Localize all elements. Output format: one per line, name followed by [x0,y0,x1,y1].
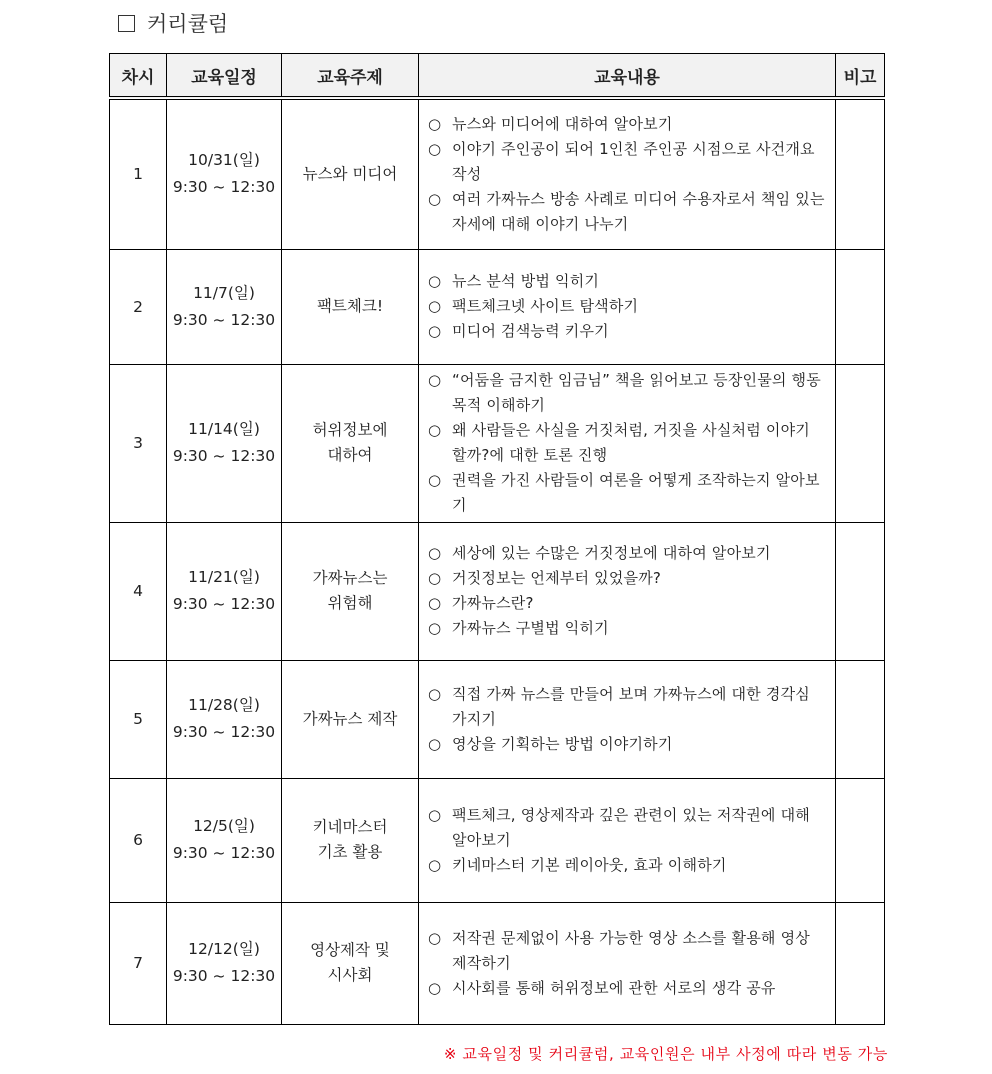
note-cell [836,364,885,522]
table-row [110,778,885,902]
schedule-time: 9:30 ~ 12:30 [172,723,276,741]
topic-cell: 가짜뉴스 제작 [282,660,419,778]
schedule-date: 11/28(일) [188,696,260,714]
schedule-cell [167,249,282,364]
schedule-date: 10/31(일) [188,151,260,170]
content-item: ○ 미디어 검색능력 키우기 [428,319,827,344]
schedule-date: 11/14(일) [188,420,260,438]
table-row [110,522,885,660]
checkbox-square-icon [118,15,135,32]
session-number: 3 [110,364,167,522]
section-title [118,8,228,38]
content-list [428,682,827,757]
content-item: ○ “어둠을 금지한 임금님” 책을 읽어보고 등장인물의 행동목적 이해하기 [428,368,827,418]
session-number: 5 [110,660,167,778]
content-item: ○ 권력을 가진 사람들이 여론을 어떻게 조작하는지 알아보기 [428,468,827,518]
content-item: ○ 저작권 문제없이 사용 가능한 영상 소스를 활용해 영상 제작하기 [428,926,827,976]
content-cell [419,522,836,660]
header-content: 교육내용 [419,54,836,99]
table-row [110,902,885,1024]
schedule-date: 11/21(일) [188,568,260,586]
content-item: ○ 이야기 주인공이 되어 1인친 주인공 시점으로 사건개요 작성 [428,137,827,187]
schedule-cell [167,660,282,778]
schedule-time: 9:30 ~ 12:30 [172,310,276,329]
content-item: ○ 뉴스와 미디어에 대하여 알아보기 [428,112,827,137]
content-list [428,112,827,237]
header-note: 비고 [836,54,885,99]
schedule-time: 9:30 ~ 12:30 [172,447,276,465]
content-item: ○ 왜 사람들은 사실을 거짓처럼, 거짓을 사실처럼 이야기 할까?에 대한 토론 진행 [428,418,827,468]
content-list [428,269,827,344]
schedule-date: 12/12(일) [188,940,260,958]
topic-cell: 팩트체크! [282,249,419,364]
session-number: 6 [110,778,167,902]
topic-cell: 키네마스터 기초 활용 [282,778,419,902]
content-item: ○ 키네마스터 기본 레이아웃, 효과 이해하기 [428,853,827,878]
table-row [110,249,885,364]
content-item: ○ 시사회를 통해 허위정보에 관한 서로의 생각 공유 [428,976,827,1001]
table-row [110,98,885,249]
session-number: 1 [110,98,167,249]
content-list [428,368,827,518]
schedule-time: 9:30 ~ 12:30 [172,595,276,613]
header-topic: 교육주제 [282,54,419,99]
content-list [428,803,827,878]
content-item: ○ 영상을 기획하는 방법 이야기하기 [428,732,827,757]
content-item: ○ 거짓정보는 언제부터 있었을까? [428,566,827,591]
schedule-cell [167,902,282,1024]
note-cell [836,778,885,902]
note-cell [836,98,885,249]
header-schedule: 교육일정 [167,54,282,99]
footnote: ※ 교육일정 및 커리큘럼, 교육인원은 내부 사정에 따라 변동 가능 [443,1045,888,1063]
content-item: ○ 가짜뉴스 구별법 익히기 [428,616,827,641]
section-title-text: 커리큘럼 [147,12,229,36]
schedule-cell [167,98,282,249]
schedule-time: 9:30 ~ 12:30 [172,967,276,985]
schedule-cell [167,778,282,902]
session-number: 2 [110,249,167,364]
content-cell [419,98,836,249]
table-header-row [110,54,885,99]
topic-cell: 허위정보에 대하여 [282,364,419,522]
curriculum-table [109,53,885,1025]
content-item: ○ 팩트체크, 영상제작과 깊은 관련이 있는 저작권에 대해 알아보기 [428,803,827,853]
content-cell [419,249,836,364]
table-row [110,660,885,778]
content-cell [419,660,836,778]
content-item: ○ 세상에 있는 수많은 거짓정보에 대하여 알아보기 [428,541,827,566]
schedule-cell [167,364,282,522]
content-item: ○ 여러 가짜뉴스 방송 사례로 미디어 수용자로서 책임 있는 자세에 대해 이야기 나누기 [428,187,827,237]
content-item: ○ 가짜뉴스란? [428,591,827,616]
note-cell [836,660,885,778]
topic-cell: 가짜뉴스는 위험해 [282,522,419,660]
header-session: 차시 [110,54,167,99]
note-cell [836,522,885,660]
session-number: 4 [110,522,167,660]
topic-cell: 뉴스와 미디어 [282,98,419,249]
schedule-date: 11/7(일) [193,283,255,302]
schedule-date: 12/5(일) [193,817,255,835]
note-cell [836,902,885,1024]
content-item: ○ 뉴스 분석 방법 익히기 [428,269,827,294]
content-list [428,926,827,1001]
content-item: ○ 팩트체크넷 사이트 탐색하기 [428,294,827,319]
schedule-time: 9:30 ~ 12:30 [172,178,276,197]
note-cell [836,249,885,364]
topic-cell: 영상제작 및 시사회 [282,902,419,1024]
schedule-time: 9:30 ~ 12:30 [172,844,276,862]
content-cell [419,778,836,902]
content-item: ○ 직접 가짜 뉴스를 만들어 보며 가짜뉴스에 대한 경각심 가지기 [428,682,827,732]
session-number: 7 [110,902,167,1024]
content-cell [419,364,836,522]
schedule-cell [167,522,282,660]
content-list [428,541,827,641]
table-row [110,364,885,522]
content-cell [419,902,836,1024]
